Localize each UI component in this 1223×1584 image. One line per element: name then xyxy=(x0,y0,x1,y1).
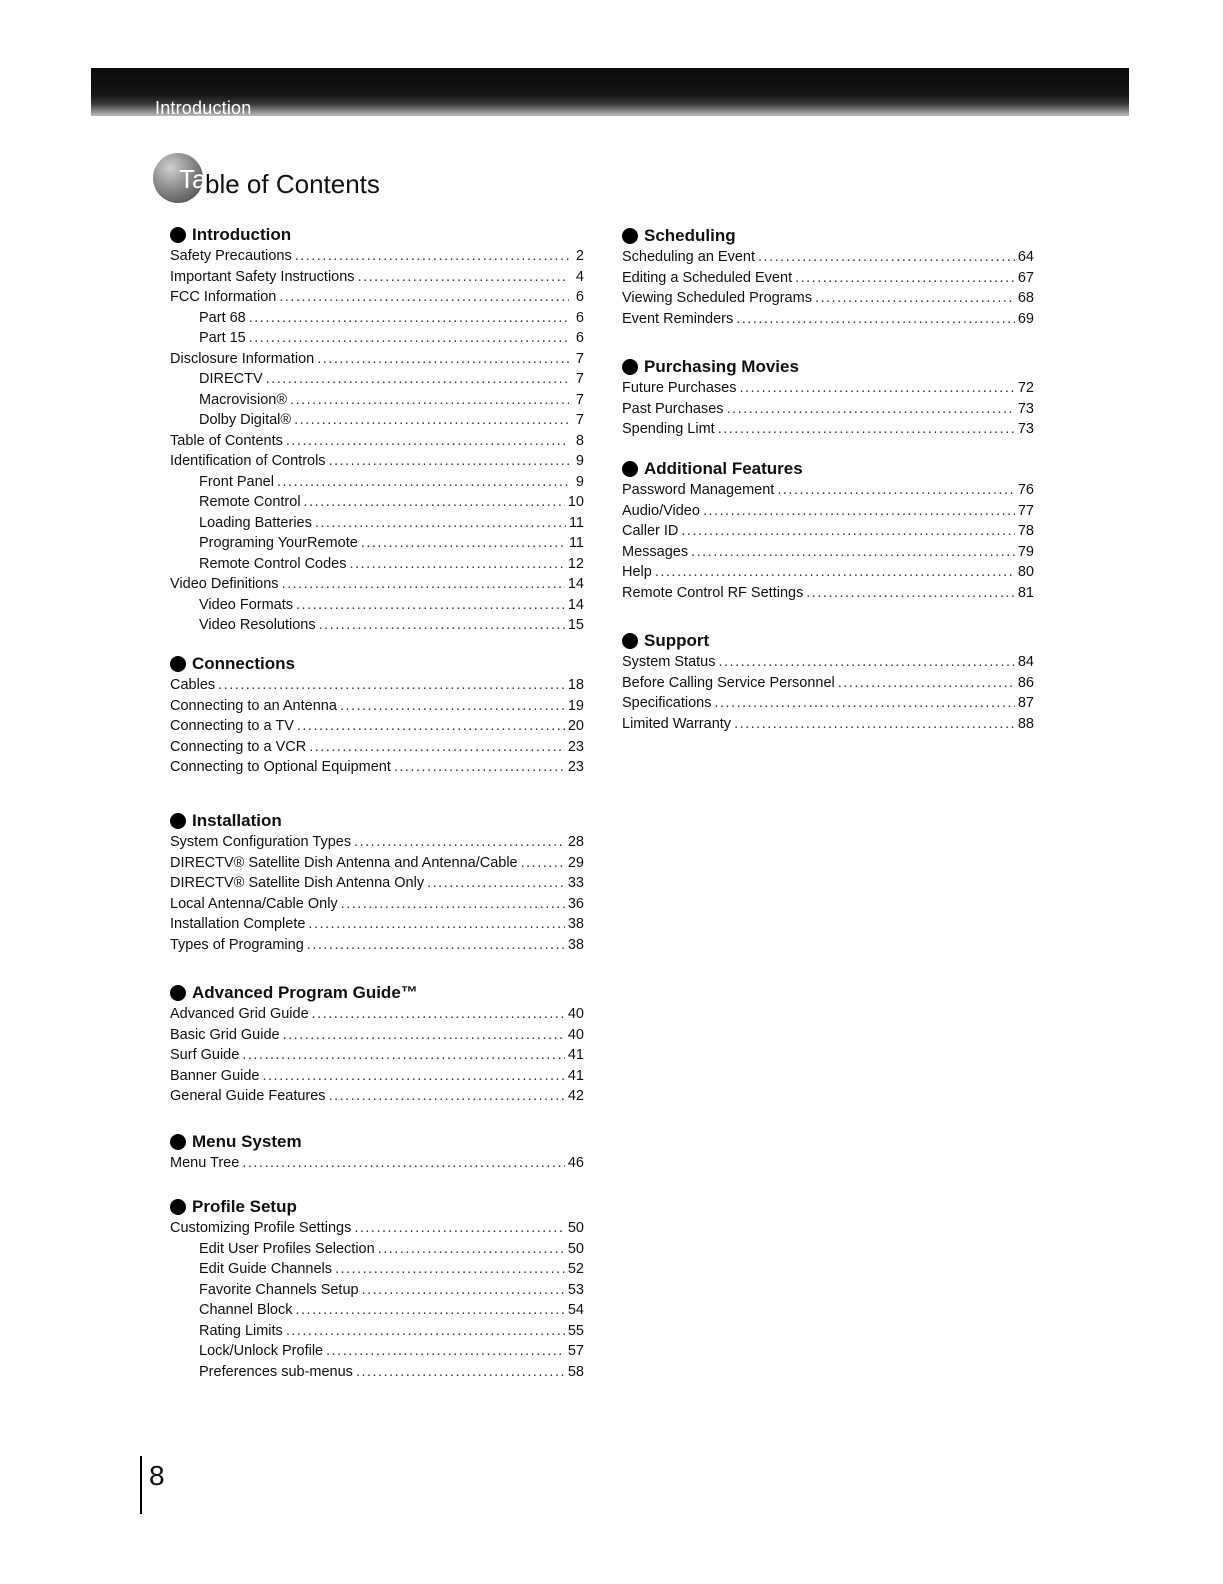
dot-leader xyxy=(319,615,565,636)
toc-entry[interactable] xyxy=(170,1239,584,1260)
toc-entry[interactable] xyxy=(170,737,584,758)
toc-entry-page: 14 xyxy=(567,576,584,592)
toc-entry[interactable] xyxy=(622,419,1034,440)
dot-leader xyxy=(290,390,569,411)
dot-leader xyxy=(350,554,565,575)
dot-leader xyxy=(714,693,1014,714)
section-heading-text: Introduction xyxy=(192,225,292,244)
dot-leader xyxy=(304,492,565,513)
toc-entry-page: 67 xyxy=(1017,269,1034,286)
dot-leader xyxy=(335,1259,565,1280)
toc-entry[interactable] xyxy=(170,1004,584,1025)
toc-section xyxy=(170,653,584,778)
section-heading xyxy=(170,224,584,246)
dot-leader xyxy=(354,832,565,853)
toc-entry-label: Specifications xyxy=(622,695,712,711)
toc-entry-page: 53 xyxy=(567,1281,584,1298)
toc-entry-label: Customizing Profile Settings xyxy=(170,1220,352,1236)
toc-entry[interactable] xyxy=(622,309,1034,330)
toc-section xyxy=(622,458,1034,603)
dot-leader xyxy=(521,853,565,874)
toc-entry-page: 57 xyxy=(567,1343,584,1359)
toc-section xyxy=(170,810,584,955)
toc-entry[interactable] xyxy=(170,267,584,288)
toc-entry-label: Part 68 xyxy=(199,309,246,326)
toc-entry-page: 20 xyxy=(567,718,584,734)
toc-entry-page: 23 xyxy=(567,738,584,755)
toc-entry[interactable] xyxy=(170,287,584,308)
bullet-icon xyxy=(170,1199,186,1215)
dot-leader xyxy=(294,410,569,431)
bullet-icon xyxy=(170,1134,186,1150)
toc-entry-label: Video Resolutions xyxy=(199,617,316,633)
toc-entry-page: 9 xyxy=(575,473,584,490)
toc-entry-label: Edit Guide Channels xyxy=(199,1261,332,1277)
title-text: ble of Contents xyxy=(205,169,380,199)
toc-entry-label: Disclosure Information xyxy=(170,350,315,367)
toc-entry[interactable] xyxy=(170,1086,584,1107)
dot-leader xyxy=(361,533,566,554)
toc-entry-label: Favorite Channels Setup xyxy=(199,1281,359,1298)
dot-leader xyxy=(718,419,1015,440)
section-heading-text: Connections xyxy=(192,654,295,673)
toc-entry[interactable] xyxy=(170,369,584,390)
section-heading-text: Support xyxy=(644,631,710,650)
toc-entry[interactable] xyxy=(170,1300,584,1321)
toc-entry-label: Connecting to a TV xyxy=(170,718,294,734)
dot-leader xyxy=(340,696,565,717)
toc-entry-label: DIRECTV® Satellite Dish Antenna Only xyxy=(170,875,425,891)
section-heading-text: Profile Setup xyxy=(192,1197,297,1216)
bullet-icon xyxy=(622,228,638,244)
toc-entry[interactable] xyxy=(622,562,1034,583)
toc-entry-page: 9 xyxy=(575,453,584,469)
toc-entry-page: 23 xyxy=(567,759,584,775)
toc-entry-page: 4 xyxy=(575,268,584,285)
toc-entry-page: 29 xyxy=(567,854,584,871)
dot-leader xyxy=(681,521,1014,542)
toc-entry-label: Menu Tree xyxy=(170,1155,240,1171)
toc-entry-label: Lock/Unlock Profile xyxy=(199,1343,324,1359)
toc-entry-page: 2 xyxy=(575,248,584,264)
toc-entry-label: Preferences sub-menus xyxy=(199,1363,353,1380)
section-heading-text: Purchasing Movies xyxy=(644,357,799,376)
toc-entry[interactable] xyxy=(170,935,584,956)
toc-entry[interactable] xyxy=(622,652,1034,673)
toc-entry-label: Identification of Controls xyxy=(170,453,326,469)
section-heading-text: Menu System xyxy=(192,1132,302,1151)
section-heading xyxy=(170,1196,584,1218)
toc-entry[interactable] xyxy=(622,501,1034,522)
toc-entry-page: 42 xyxy=(567,1088,584,1104)
dot-leader xyxy=(286,1321,565,1342)
toc-entry-label: Audio/Video xyxy=(622,502,700,519)
toc-entry-page: 79 xyxy=(1017,543,1034,560)
toc-entry-page: 6 xyxy=(575,289,584,305)
dot-leader xyxy=(218,675,565,696)
toc-section xyxy=(170,982,584,1107)
toc-entry-page: 36 xyxy=(567,895,584,912)
dot-leader xyxy=(795,268,1015,289)
toc-entry-page: 19 xyxy=(567,697,584,714)
dot-leader xyxy=(356,1362,565,1383)
toc-entry-page: 46 xyxy=(567,1155,584,1171)
toc-entry[interactable] xyxy=(170,308,584,329)
dot-leader xyxy=(718,652,1014,673)
toc-entry-page: 38 xyxy=(567,936,584,953)
dot-leader xyxy=(354,1218,565,1239)
toc-entry[interactable] xyxy=(170,410,584,431)
toc-entry-label: Messages xyxy=(622,543,689,560)
dot-leader xyxy=(266,369,569,390)
toc-entry-label: Loading Batteries xyxy=(199,514,312,531)
toc-section xyxy=(170,1131,584,1174)
dot-leader xyxy=(329,1086,565,1107)
toc-entry[interactable] xyxy=(170,390,584,411)
dot-leader xyxy=(307,935,565,956)
toc-entry[interactable] xyxy=(170,853,584,874)
page-number-rule xyxy=(140,1456,142,1514)
toc-entry-page: 84 xyxy=(1017,654,1034,670)
toc-section xyxy=(622,356,1034,440)
toc-entry-page: 87 xyxy=(1017,695,1034,711)
toc-entry-page: 73 xyxy=(1017,421,1034,437)
bullet-icon xyxy=(170,985,186,1001)
toc-entry-label: Connecting to Optional Equipment xyxy=(170,759,391,775)
toc-entry[interactable] xyxy=(170,894,584,915)
toc-entry-label: System Status xyxy=(622,654,716,670)
toc-entry-page: 78 xyxy=(1017,523,1034,539)
dot-leader xyxy=(295,246,569,267)
toc-entry[interactable] xyxy=(170,615,584,636)
bullet-icon xyxy=(170,813,186,829)
toc-entry-page: 58 xyxy=(567,1363,584,1380)
dot-leader xyxy=(329,451,569,472)
dot-leader xyxy=(312,1004,565,1025)
dot-leader xyxy=(296,1300,565,1321)
toc-entry[interactable] xyxy=(170,554,584,575)
dot-leader xyxy=(341,894,565,915)
section-heading xyxy=(622,356,1034,378)
toc-entry[interactable] xyxy=(170,472,584,493)
toc-entry-page: 28 xyxy=(567,834,584,850)
toc-entry[interactable] xyxy=(170,716,584,737)
toc-entry[interactable] xyxy=(622,521,1034,542)
toc-entry[interactable] xyxy=(170,914,584,935)
toc-entry-label: Connecting to an Antenna xyxy=(170,697,337,714)
dot-leader xyxy=(378,1239,565,1260)
dot-leader xyxy=(739,378,1014,399)
dot-leader xyxy=(734,714,1015,735)
dot-leader xyxy=(262,1066,564,1087)
toc-entry[interactable] xyxy=(170,1341,584,1362)
toc-entry-label: Remote Control xyxy=(199,494,301,510)
dot-leader xyxy=(286,431,569,452)
toc-section xyxy=(170,224,584,636)
dot-leader xyxy=(242,1045,565,1066)
dot-leader xyxy=(838,673,1015,694)
toc-entry[interactable] xyxy=(622,480,1034,501)
toc-entry-page: 18 xyxy=(567,677,584,693)
toc-entry[interactable] xyxy=(170,1259,584,1280)
toc-entry-page: 55 xyxy=(567,1322,584,1339)
toc-entry-label: Important Safety Instructions xyxy=(170,268,355,285)
dot-leader xyxy=(317,349,569,370)
toc-entry-page: 77 xyxy=(1017,502,1034,519)
section-heading xyxy=(622,630,1034,652)
dot-leader xyxy=(315,513,566,534)
toc-entry-page: 33 xyxy=(567,875,584,891)
dot-leader xyxy=(283,1025,565,1046)
toc-entry-label: Limited Warranty xyxy=(622,715,732,732)
toc-entry[interactable] xyxy=(170,513,584,534)
section-heading xyxy=(170,1131,584,1153)
section-heading xyxy=(170,653,584,675)
section-heading xyxy=(170,810,584,832)
toc-entry-label: Advanced Grid Guide xyxy=(170,1006,309,1022)
toc-entry-label: Banner Guide xyxy=(170,1067,260,1084)
section-header-bar xyxy=(91,68,1129,116)
toc-section xyxy=(622,225,1034,329)
dot-leader xyxy=(736,309,1015,330)
toc-entry[interactable] xyxy=(622,542,1034,563)
title-initial: Ta xyxy=(179,164,207,194)
dot-leader xyxy=(394,757,565,778)
toc-entry-page: 50 xyxy=(567,1240,584,1257)
toc-entry-label: Rating Limits xyxy=(199,1322,283,1339)
section-heading-text: Scheduling xyxy=(644,226,736,245)
toc-entry-page: 7 xyxy=(575,412,584,428)
dot-leader xyxy=(777,480,1015,501)
toc-entry-label: Safety Precautions xyxy=(170,248,292,264)
dot-leader xyxy=(242,1153,565,1174)
toc-entry-page: 14 xyxy=(567,596,584,613)
toc-entry-page: 76 xyxy=(1017,482,1034,498)
toc-entry[interactable] xyxy=(170,675,584,696)
toc-entry[interactable] xyxy=(170,696,584,717)
bullet-icon xyxy=(622,359,638,375)
toc-entry-label: Future Purchases xyxy=(622,380,737,396)
toc-entry-label: Viewing Scheduled Programs xyxy=(622,290,812,306)
toc-entry-label: DIRECTV xyxy=(199,371,263,387)
toc-entry-label: Password Management xyxy=(622,482,775,498)
toc-entry[interactable] xyxy=(170,595,584,616)
dot-leader xyxy=(727,399,1015,420)
toc-entry-label: Part 15 xyxy=(199,330,246,346)
dot-leader xyxy=(282,574,565,595)
toc-entry[interactable] xyxy=(622,583,1034,604)
toc-entry[interactable] xyxy=(170,492,584,513)
dot-leader xyxy=(806,583,1015,604)
toc-entry-label: Installation Complete xyxy=(170,916,306,932)
toc-entry-label: Editing a Scheduled Event xyxy=(622,269,793,286)
toc-entry-page: 7 xyxy=(575,391,584,408)
toc-entry-page: 41 xyxy=(567,1047,584,1063)
toc-entry-label: System Configuration Types xyxy=(170,834,352,850)
toc-entry-label: Channel Block xyxy=(199,1302,293,1318)
toc-entry[interactable] xyxy=(170,1321,584,1342)
toc-entry-page: 50 xyxy=(567,1220,584,1236)
toc-entry-label: Event Reminders xyxy=(622,310,734,327)
toc-entry-page: 11 xyxy=(568,514,584,531)
toc-entry[interactable] xyxy=(622,288,1034,309)
toc-entry-label: Remote Control Codes xyxy=(199,555,347,572)
toc-entry-label: General Guide Features xyxy=(170,1088,326,1104)
toc-entry-page: 7 xyxy=(575,350,584,367)
section-heading-text: Installation xyxy=(192,811,282,830)
bullet-icon xyxy=(170,656,186,672)
bullet-icon xyxy=(170,227,186,243)
toc-entry[interactable] xyxy=(622,268,1034,289)
toc-entry-page: 72 xyxy=(1017,380,1034,396)
toc-entry-label: Programing YourRemote xyxy=(199,535,358,551)
toc-entry-page: 6 xyxy=(575,309,584,326)
section-heading-text: Advanced Program Guide™ xyxy=(192,983,418,1002)
section-label: Introduction xyxy=(155,98,252,118)
toc-entry-page: 52 xyxy=(567,1261,584,1277)
toc-entry-page: 6 xyxy=(575,330,584,346)
bullet-icon xyxy=(622,461,638,477)
toc-entry[interactable] xyxy=(170,1045,584,1066)
toc-entry-label: Scheduling an Event xyxy=(622,249,756,265)
toc-entry-page: 38 xyxy=(567,916,584,932)
toc-entry[interactable] xyxy=(170,349,584,370)
toc-entry[interactable] xyxy=(622,378,1034,399)
toc-entry[interactable] xyxy=(170,1218,584,1239)
toc-entry-page: 12 xyxy=(567,555,584,572)
toc-entry[interactable] xyxy=(170,757,584,778)
toc-entry-label: Past Purchases xyxy=(622,400,724,417)
toc-entry-label: Video Definitions xyxy=(170,576,279,592)
toc-entry-label: Macrovision® xyxy=(199,391,288,408)
section-heading xyxy=(170,982,584,1004)
toc-entry[interactable] xyxy=(622,714,1034,735)
toc-entry-label: Front Panel xyxy=(199,473,274,490)
toc-entry-label: Remote Control RF Settings xyxy=(622,584,804,601)
dot-leader xyxy=(249,308,569,329)
toc-entry[interactable] xyxy=(170,574,584,595)
toc-entry-page: 54 xyxy=(567,1302,584,1318)
toc-entry[interactable] xyxy=(622,399,1034,420)
toc-entry[interactable] xyxy=(622,693,1034,714)
toc-entry-label: Cables xyxy=(170,677,216,693)
section-heading xyxy=(622,458,1034,480)
toc-entry[interactable] xyxy=(622,673,1034,694)
section-heading xyxy=(622,225,1034,247)
toc-entry-page: 64 xyxy=(1017,249,1034,265)
dot-leader xyxy=(309,737,565,758)
toc-entry[interactable] xyxy=(622,247,1034,268)
toc-entry-label: Edit User Profiles Selection xyxy=(199,1240,375,1257)
toc-entry-label: Surf Guide xyxy=(170,1047,240,1063)
bullet-icon xyxy=(622,633,638,649)
toc-entry-page: 81 xyxy=(1017,584,1034,601)
toc-entry-page: 11 xyxy=(568,535,584,551)
toc-entry-page: 80 xyxy=(1017,564,1034,580)
toc-entry[interactable] xyxy=(170,451,584,472)
dot-leader xyxy=(249,328,569,349)
toc-entry-page: 10 xyxy=(567,494,584,510)
toc-entry-page: 8 xyxy=(575,432,584,449)
toc-entry[interactable] xyxy=(170,873,584,894)
dot-leader xyxy=(362,1280,565,1301)
toc-entry-page: 69 xyxy=(1017,310,1034,327)
dot-leader xyxy=(691,542,1015,563)
dot-leader xyxy=(296,595,565,616)
dot-leader xyxy=(703,501,1015,522)
toc-entry-label: Help xyxy=(622,564,652,580)
toc-entry-page: 40 xyxy=(567,1006,584,1022)
toc-entry-page: 73 xyxy=(1017,400,1034,417)
dot-leader xyxy=(297,716,565,737)
dot-leader xyxy=(277,472,569,493)
toc-entry-label: Before Calling Service Personnel xyxy=(622,674,835,691)
toc-entry-page: 7 xyxy=(575,371,584,387)
toc-entry-label: Dolby Digital® xyxy=(199,412,292,428)
toc-entry-label: Video Formats xyxy=(199,596,294,613)
dot-leader xyxy=(815,288,1015,309)
toc-entry[interactable] xyxy=(170,431,584,452)
toc-entry[interactable] xyxy=(170,1280,584,1301)
dot-leader xyxy=(427,873,565,894)
toc-entry-page: 40 xyxy=(567,1026,584,1043)
toc-entry-label: Caller ID xyxy=(622,523,679,539)
toc-entry[interactable] xyxy=(170,1025,584,1046)
dot-leader xyxy=(758,247,1015,268)
toc-entry-page: 86 xyxy=(1017,674,1034,691)
dot-leader xyxy=(308,914,564,935)
toc-entry-label: Local Antenna/Cable Only xyxy=(170,895,338,912)
toc-entry-page: 41 xyxy=(567,1067,584,1084)
section-heading-text: Additional Features xyxy=(644,459,803,478)
toc-entry-label: DIRECTV® Satellite Dish Antenna and Antenna/Cable xyxy=(170,854,518,871)
toc-entry[interactable] xyxy=(170,328,584,349)
dot-leader xyxy=(358,267,569,288)
toc-entry[interactable] xyxy=(170,1362,584,1383)
toc-entry-label: Spending Limt xyxy=(622,421,715,437)
toc-entry-label: Connecting to a VCR xyxy=(170,738,307,755)
toc-entry[interactable] xyxy=(170,1153,584,1174)
toc-entry-page: 15 xyxy=(567,617,584,633)
toc-entry-label: Types of Programing xyxy=(170,936,304,953)
toc-entry[interactable] xyxy=(170,246,584,267)
toc-entry-page: 68 xyxy=(1017,290,1034,306)
toc-entry-label: Table of Contents xyxy=(170,432,283,449)
toc-section xyxy=(170,1196,584,1382)
dot-leader xyxy=(326,1341,565,1362)
toc-entry[interactable] xyxy=(170,533,584,554)
toc-entry-page: 88 xyxy=(1017,715,1034,732)
dot-leader xyxy=(279,287,569,308)
toc-entry[interactable] xyxy=(170,832,584,853)
dot-leader xyxy=(655,562,1015,583)
toc-section xyxy=(622,630,1034,734)
toc-entry[interactable] xyxy=(170,1066,584,1087)
toc-entry-label: FCC Information xyxy=(170,289,277,305)
page-number: 8 xyxy=(149,1460,165,1491)
toc-entry-label: Basic Grid Guide xyxy=(170,1026,280,1043)
